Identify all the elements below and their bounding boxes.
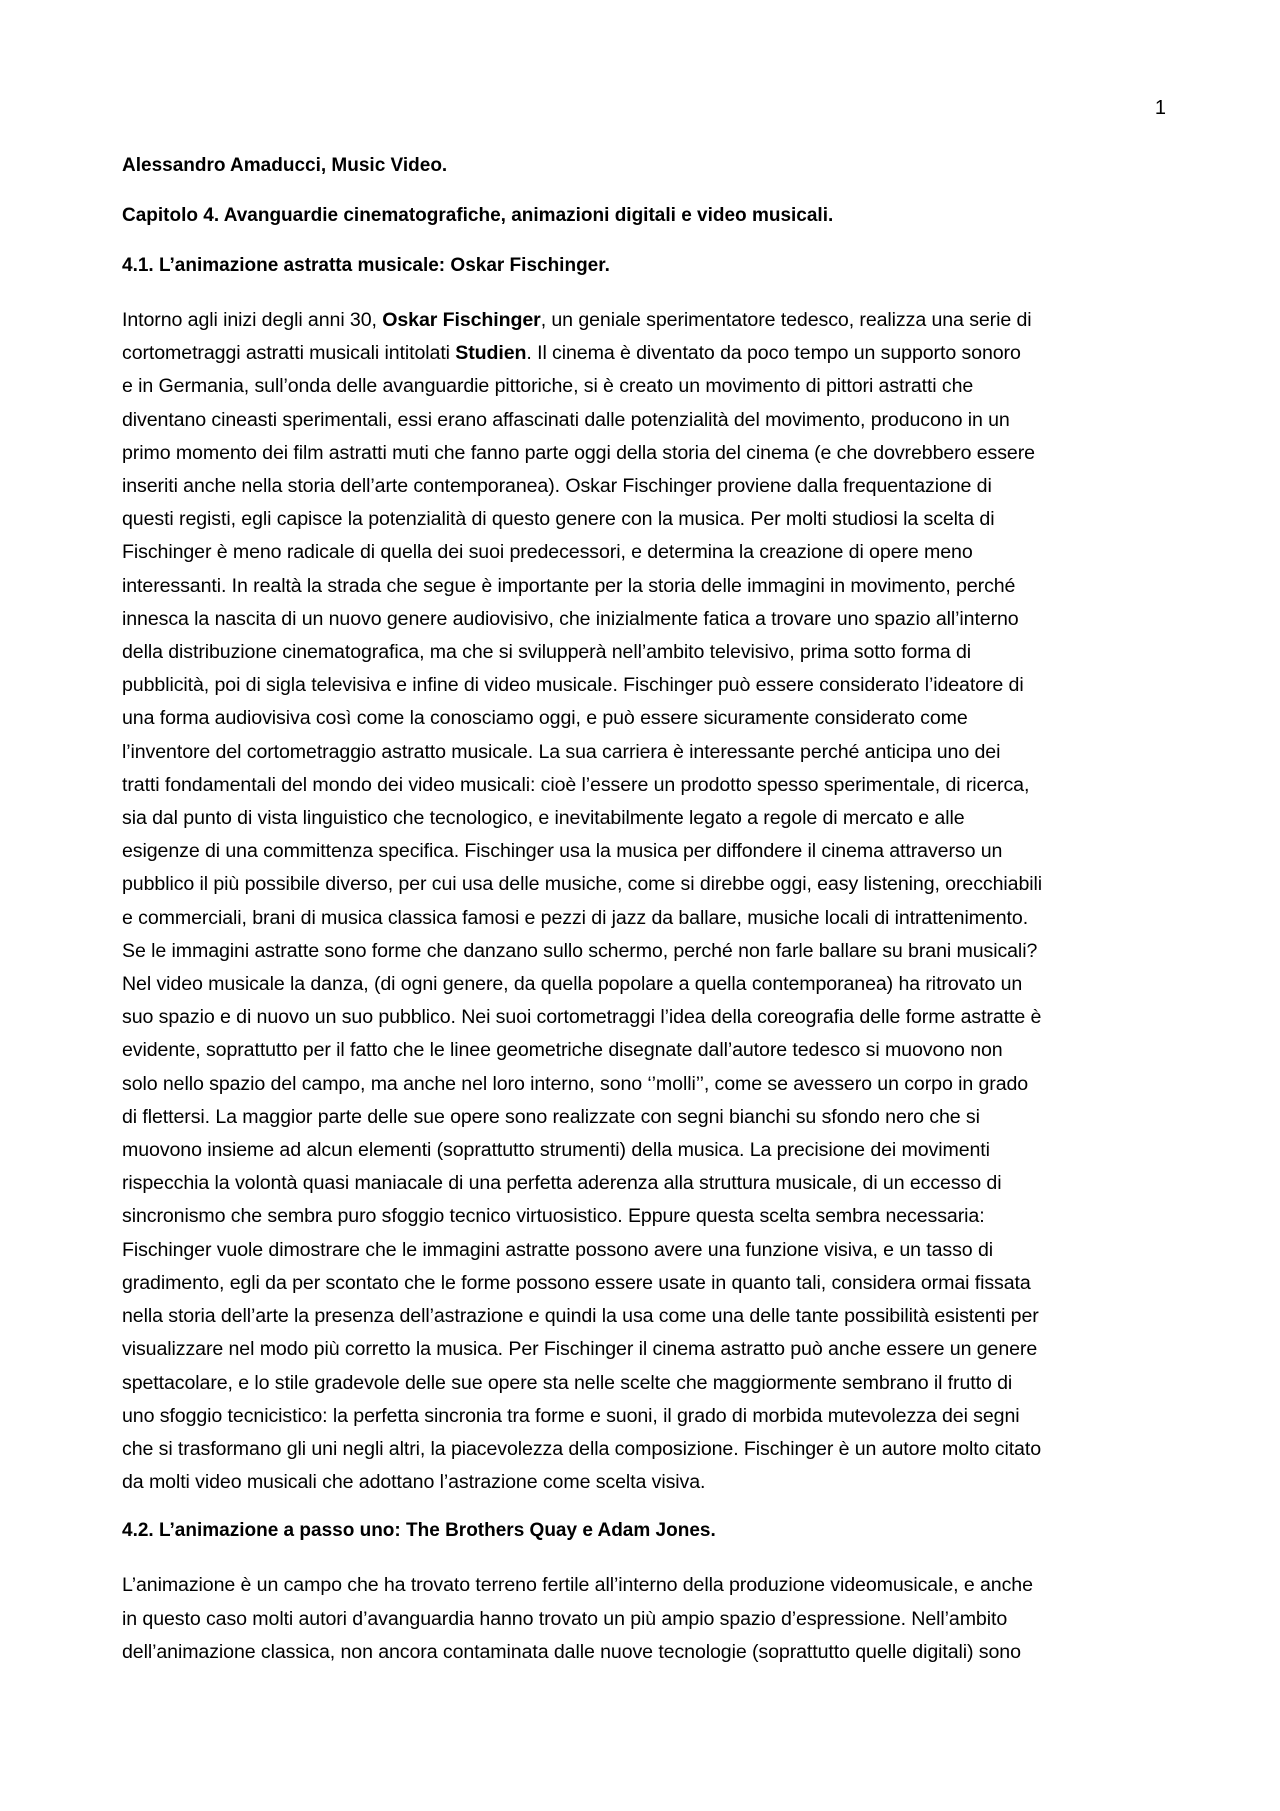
text-segment: , un geniale sperimentatore tedesco, realizza una serie di xyxy=(540,309,1032,331)
text-segment: una forma audiovisiva così come la conosciamo oggi, e può essere sicuramente considerato come xyxy=(122,707,968,730)
bold-term: Oskar Fischinger xyxy=(382,309,541,331)
section-1-line xyxy=(122,802,1162,835)
text-segment: evidente, soprattutto per il fatto che le linee geometriche disegnate dall’autore tedesco si muovono non xyxy=(122,1039,1003,1062)
text-segment: in questo caso molti autori d’avanguardia hanno trovato un più ampio spazio d’espressione. Nell’ambito xyxy=(122,1607,1008,1630)
section-1-line xyxy=(122,337,1162,370)
section-1-line xyxy=(122,1267,1162,1300)
section-2-line xyxy=(122,1636,1162,1669)
text-segment: inseriti anche nella storia dell’arte contemporanea). Oskar Fischinger proviene dalla frequentazione di xyxy=(122,475,992,498)
section-1-line xyxy=(122,1300,1162,1333)
text-segment: . Il cinema è diventato da poco tempo un supporto sonoro xyxy=(526,342,1021,365)
text-segment: diventano cineasti sperimentali, essi erano affascinati dalle potenzialità del movimento, producono in un xyxy=(122,408,1010,431)
text-segment: L’animazione è un campo che ha trovato terreno fertile all’interno della produzione videomusicale, e anche xyxy=(122,1574,1033,1597)
text-segment: sia dal punto di vista linguistico che tecnologico, e inevitabilmente legato a regole di mercato e alle xyxy=(122,807,965,830)
section-1-line xyxy=(122,404,1162,437)
document-body xyxy=(122,154,1162,1689)
text-segment: della distribuzione cinematografica, ma che si svilupperà nell’ambito televisivo, prima sotto forma di xyxy=(122,641,972,664)
text-segment: sincronismo che sembra puro sfoggio tecnico virtuosistico. Eppure questa scelta sembra necessaria: xyxy=(122,1205,985,1228)
section-1-line xyxy=(122,1367,1162,1400)
section-2-line xyxy=(122,1569,1162,1602)
page-number: 1 xyxy=(1154,97,1166,119)
text-segment: e in Germania, sull’onda delle avanguardie pittoriche, si è creato un movimento di pittori astratti che xyxy=(122,375,974,398)
section-1-line xyxy=(122,1400,1162,1433)
text-segment: che si trasformano gli uni negli altri, la piacevolezza della composizione. Fischinger è un autore molto citato xyxy=(122,1437,1041,1460)
text-segment: nella storia dell’arte la presenza dell’astrazione e quindi la usa come una delle tante possibilità esistenti per xyxy=(122,1305,1039,1328)
text-segment: di flettersi. La maggior parte delle sue opere sono realizzate con segni bianchi su sfondo nero che si xyxy=(122,1105,980,1128)
text-segment: tratti fondamentali del mondo dei video musicali: cioè l’essere un prodotto spesso sperimentale, di ricerca, xyxy=(122,773,1030,796)
text-segment: Intorno agli inizi degli anni 30, xyxy=(122,309,383,331)
bold-term: Studien xyxy=(455,342,527,365)
text-segment: esigenze di una committenza specifica. Fischinger usa la musica per diffondere il cinema attraverso un xyxy=(122,840,1003,863)
section-1-paragraph xyxy=(122,304,1162,1499)
text-segment: questi registi, egli capisce la potenzialità di questo genere con la musica. Per molti studiosi la scelta di xyxy=(122,508,995,531)
section-1-line xyxy=(122,1034,1162,1067)
section-2-paragraph xyxy=(122,1569,1162,1669)
text-segment: cortometraggi astratti musicali intitolati xyxy=(122,342,456,365)
section-1-line xyxy=(122,370,1162,403)
text-segment: interessanti. In realtà la strada che segue è importante per la storia delle immagini in movimento, perché xyxy=(122,574,1016,597)
chapter-title: Capitolo 4. Avanguardie cinematografiche, animazioni digitali e video musicali. xyxy=(122,205,834,226)
text-segment: solo nello spazio del campo, ma anche nel loro interno, sono ‘’molli’’, come se avessero un corpo in grado xyxy=(122,1072,1029,1095)
section-1-line xyxy=(122,1134,1162,1167)
author-line: Alessandro Amaducci, Music Video. xyxy=(122,155,448,176)
section-1-line xyxy=(122,702,1162,735)
text-segment: Fischinger vuole dimostrare che le immagini astratte possono avere una funzione visiva, e un tasso di xyxy=(122,1238,993,1261)
section-1-line xyxy=(122,902,1162,935)
section-1-title: 4.1. L’animazione astratta musicale: Oskar Fischinger. xyxy=(122,255,610,276)
section-1-line xyxy=(122,470,1162,503)
section-1-line xyxy=(122,1068,1162,1101)
section-1-line xyxy=(122,868,1162,901)
text-segment: primo momento dei film astratti muti che fanno parte oggi della storia del cinema (e che dovrebbero essere xyxy=(122,441,1035,464)
text-segment: rispecchia la volontà quasi maniacale di una perfetta aderenza alla struttura musicale, di un eccesso di xyxy=(122,1172,1002,1195)
section-1-line xyxy=(122,769,1162,802)
section-2-line xyxy=(122,1603,1162,1636)
section-1-line xyxy=(122,503,1162,536)
section-1-line xyxy=(122,1001,1162,1034)
text-segment: dell’animazione classica, non ancora contaminata dalle nuove tecnologie (soprattutto quelle digitali) sono xyxy=(122,1640,1021,1663)
section-1-line xyxy=(122,304,1162,337)
section-1-line xyxy=(122,1234,1162,1267)
text-segment: visualizzare nel modo più corretto la musica. Per Fischinger il cinema astratto può anche essere un genere xyxy=(122,1338,1038,1361)
text-segment: muovono insieme ad alcun elementi (soprattutto strumenti) della musica. La precisione dei movimenti xyxy=(122,1139,990,1162)
text-segment: Fischinger è meno radicale di quella dei suoi predecessori, e determina la creazione di opere meno xyxy=(122,541,973,564)
section-1-line xyxy=(122,935,1162,968)
section-1-line xyxy=(122,1333,1162,1366)
section-1-line xyxy=(122,570,1162,603)
section-1-line xyxy=(122,1200,1162,1233)
text-segment: l’inventore del cortometraggio astratto musicale. La sua carriera è interessante perché anticipa uno dei xyxy=(122,740,1001,763)
text-segment: innesca la nascita di un nuovo genere audiovisivo, che inizialmente fatica a trovare uno spazio all’interno xyxy=(122,607,1019,630)
section-1-line xyxy=(122,536,1162,569)
section-1-line xyxy=(122,437,1162,470)
section-1-line xyxy=(122,835,1162,868)
text-segment: suo spazio e di nuovo un suo pubblico. Nei suoi cortometraggi l’idea della coreografia delle forme astratte è xyxy=(122,1006,1042,1029)
section-1-line xyxy=(122,1433,1162,1466)
text-segment: gradimento, egli da per scontato che le forme possono essere usate in quanto tali, considera ormai fissata xyxy=(122,1271,1031,1294)
section-1-line xyxy=(122,603,1162,636)
text-segment: e commerciali, brani di musica classica famosi e pezzi di jazz da ballare, musiche locali di intrattenimento. xyxy=(122,906,1029,929)
text-segment: da molti video musicali che adottano l’astrazione come scelta visiva. xyxy=(122,1471,706,1494)
text-segment: pubblicità, poi di sigla televisiva e infine di video musicale. Fischinger può essere considerato l’ideatore di xyxy=(122,674,1024,697)
section-2-title: 4.2. L’animazione a passo uno: The Brothers Quay e Adam Jones. xyxy=(122,1520,716,1542)
section-1-line xyxy=(122,1466,1162,1499)
text-segment: uno sfoggio tecnicistico: la perfetta sincronia tra forme e suoni, il grado di morbida mutevolezza dei segni xyxy=(122,1404,1020,1427)
section-1-line xyxy=(122,1167,1162,1200)
text-segment: pubblico il più possibile diverso, per cui usa delle musiche, come si direbbe oggi, easy listening, orecchiabili xyxy=(122,873,1043,896)
section-1-line xyxy=(122,736,1162,769)
section-1-line xyxy=(122,669,1162,702)
section-1-line xyxy=(122,1101,1162,1134)
text-segment: Nel video musicale la danza, (di ogni genere, da quella popolare a quella contemporanea) ha ritrovato un xyxy=(122,973,1023,996)
text-segment: Se le immagini astratte sono forme che danzano sullo schermo, perché non farle ballare su brani musicali? xyxy=(122,939,1038,962)
section-1-line xyxy=(122,968,1162,1001)
section-1-line xyxy=(122,636,1162,669)
text-segment: spettacolare, e lo stile gradevole delle sue opere sta nelle scelte che maggiormente sembrano il frutto di xyxy=(122,1371,1013,1394)
